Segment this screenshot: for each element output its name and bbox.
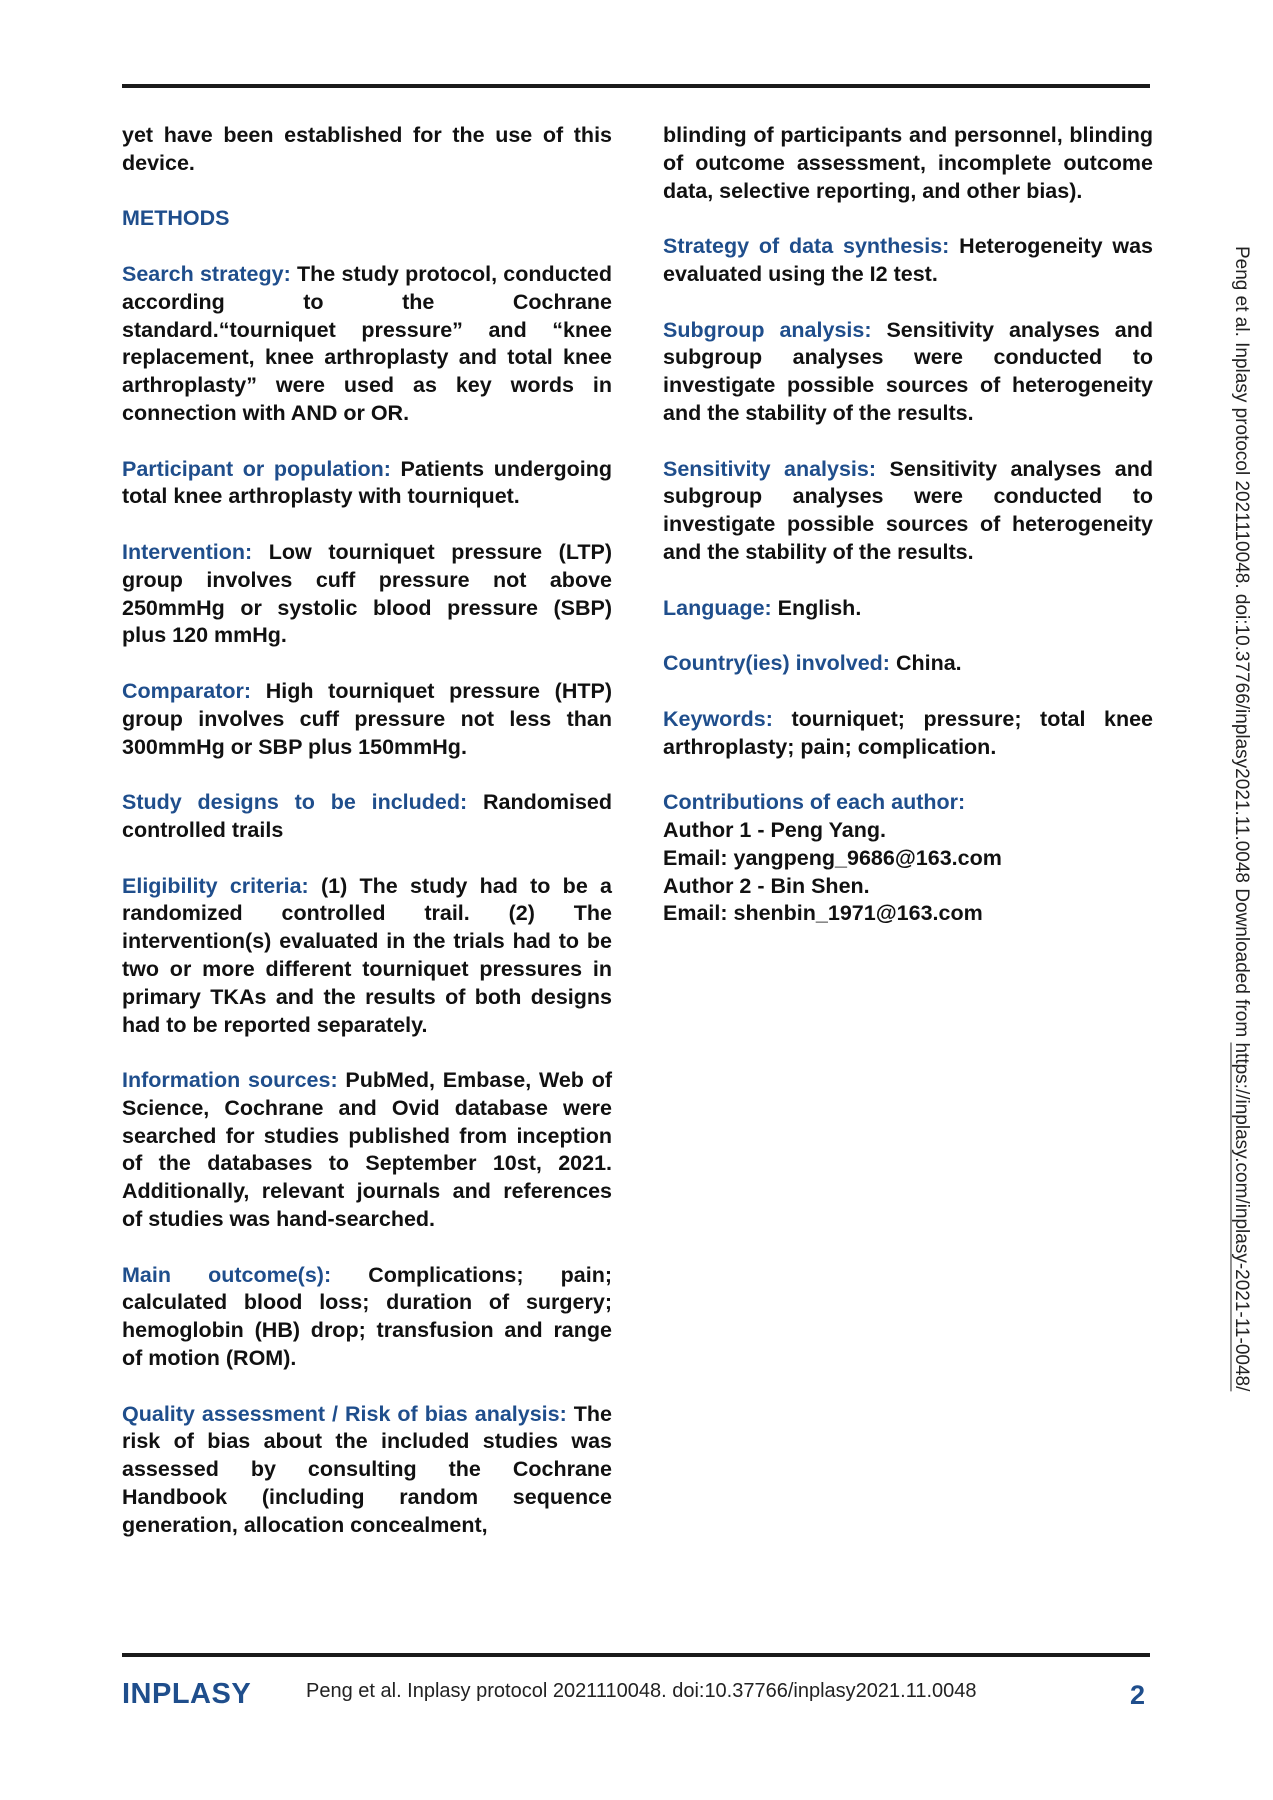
section-text: Patients undergoing total knee arthroplasty with tourniquet. bbox=[122, 456, 612, 509]
comparator-section bbox=[122, 678, 612, 761]
language-section bbox=[663, 595, 1153, 623]
section-label: Country(ies) involved: bbox=[663, 651, 890, 676]
side-note-link[interactable]: https://inplasy.com/inplasy-2021-11-0048/ bbox=[1231, 1042, 1252, 1392]
section-label: Contributions of each author: bbox=[663, 790, 966, 815]
section-text: The risk of bias about the included studies was assessed by consulting the Cochrane Handbook (including random sequence generation, allocation concealment, bbox=[122, 1401, 612, 1537]
section-label: Language: bbox=[663, 595, 772, 620]
top-rule bbox=[122, 84, 1150, 88]
bottom-rule bbox=[122, 1653, 1150, 1657]
left-column bbox=[122, 122, 612, 1567]
section-text: PubMed, Embase, Web of Science, Cochrane and Ovid database were searched for studies published from inception of the databases to September 10st, 2021. Additionally, relevant journals and references of studies was hand-searched. bbox=[122, 1068, 612, 1232]
intro-paragraph: yet have been established for the use of this device. bbox=[122, 123, 612, 175]
continuation-paragraph: blinding of participants and personnel, blinding of outcome assessment, incomplete outcome data, selective reporting, and other bias). bbox=[663, 123, 1153, 203]
side-note-text: Peng et al. Inplasy protocol 2021110048. doi:10.37766/inplasy2021.11.0048 Downloaded from bbox=[1231, 246, 1252, 1043]
footer-brand: INPLASY bbox=[122, 1678, 252, 1710]
section-label: Comparator: bbox=[122, 678, 252, 703]
author-line: Author 1 - Peng Yang. bbox=[663, 817, 886, 842]
section-text: Complications; pain; calculated blood loss; duration of surgery; hemoglobin (HB) drop; transfusion and range of motion (ROM). bbox=[122, 1262, 612, 1371]
main-outcomes-section bbox=[122, 1262, 612, 1373]
intervention-section bbox=[122, 539, 612, 650]
section-text: China. bbox=[889, 651, 962, 676]
section-text: (1) The study had to be a randomized controlled trail. (2) The intervention(s) evaluated in the trials had to be two or more different tourniquet pressures in primary TKAs and the results of both designs had to be reported separately. bbox=[122, 873, 613, 1037]
eligibility-section bbox=[122, 873, 612, 1040]
right-column bbox=[663, 122, 1153, 956]
section-label: Sensitivity analysis: bbox=[663, 456, 877, 481]
section-label: Information sources: bbox=[122, 1068, 338, 1093]
study-designs-section bbox=[122, 789, 612, 845]
section-label: Subgroup analysis: bbox=[663, 317, 872, 342]
methods-heading: METHODS bbox=[122, 206, 230, 231]
participant-section bbox=[122, 456, 612, 512]
section-text: Sensitivity analyses and subgroup analyses were conducted to investigate possible sources of heterogeneity and the stability of the results. bbox=[663, 317, 1153, 425]
section-label: Search strategy: bbox=[122, 261, 291, 286]
footer-citation: Peng et al. Inplasy protocol 2021110048. doi:10.37766/inplasy2021.11.0048 bbox=[306, 1680, 977, 1702]
country-section bbox=[663, 650, 1153, 678]
page-number: 2 bbox=[1130, 1680, 1146, 1710]
subgroup-section bbox=[663, 317, 1153, 428]
section-text: High tourniquet pressure (HTP) group involves cuff pressure not less than 300mmHg or SBP plus 150mmHg. bbox=[122, 678, 612, 759]
section-text: English. bbox=[771, 595, 862, 620]
section-label: Keywords: bbox=[663, 706, 773, 731]
section-text: Randomised controlled trails bbox=[122, 790, 612, 842]
search-strategy-section bbox=[122, 261, 612, 428]
contributions-section bbox=[663, 789, 1153, 928]
section-label: Strategy of data synthesis: bbox=[663, 234, 950, 259]
section-label: Quality assessment / Risk of bias analysis: bbox=[122, 1401, 567, 1426]
section-label: Intervention: bbox=[122, 539, 253, 564]
section-text: The study protocol, conducted according to the Cochrane standard.“tourniquet pressure” and “knee replacement, knee arthroplasty and total knee arthroplasty” were used as key words in connection with AND or OR. bbox=[122, 261, 612, 425]
sensitivity-section bbox=[663, 456, 1153, 567]
section-label: Main outcome(s): bbox=[122, 1262, 332, 1287]
section-label: Participant or population: bbox=[122, 456, 391, 481]
information-sources-section bbox=[122, 1067, 612, 1234]
side-download-note bbox=[1229, 246, 1253, 1391]
email-line: Email: shenbin_1971@163.com bbox=[663, 901, 983, 926]
quality-assessment-section bbox=[122, 1401, 612, 1540]
keywords-section bbox=[663, 706, 1153, 762]
section-text: tourniquet; pressure; total knee arthroplasty; pain; complication. bbox=[663, 706, 1153, 759]
section-text: Heterogeneity was evaluated using the I2 test. bbox=[663, 234, 1153, 286]
section-label: Study designs to be included: bbox=[122, 790, 468, 815]
section-label: Eligibility criteria: bbox=[122, 873, 309, 898]
section-text: Low tourniquet pressure (LTP) group involves cuff pressure not above 250mmHg or systolic blood pressure (SBP) plus 120 mmHg. bbox=[122, 539, 612, 648]
email-line: Email: yangpeng_9686@163.com bbox=[663, 845, 1002, 870]
section-text: Sensitivity analyses and subgroup analyses were conducted to investigate possible sources of heterogeneity and the stability of the results. bbox=[663, 456, 1153, 564]
author-line: Author 2 - Bin Shen. bbox=[663, 873, 870, 898]
data-synthesis-section bbox=[663, 233, 1153, 289]
